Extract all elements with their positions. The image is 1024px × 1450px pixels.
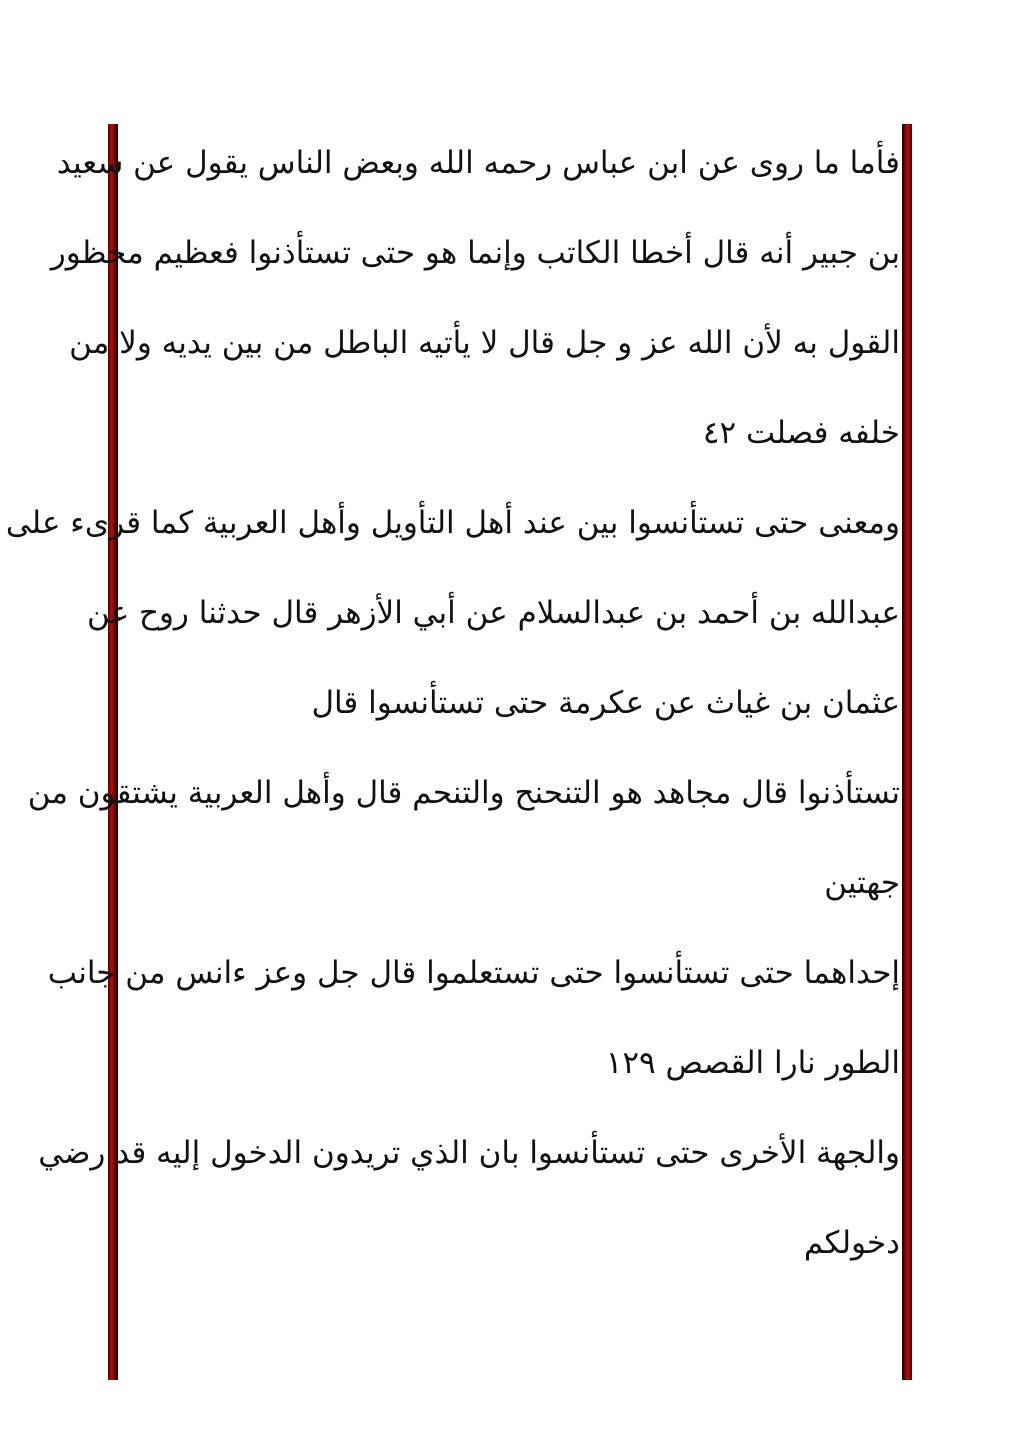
text-line-10: إحداهما حتى تستأنسوا حتى تستعلموا قال جل وعز ءانس من جانب xyxy=(47,955,900,991)
text-line-4: خلفه فصلت ٤٢ xyxy=(702,415,900,451)
text-line-2: بن جبير أنه قال أخطا الكاتب وإنما هو حتى تستأذنوا فعظيم محظور xyxy=(50,235,900,271)
page-text-body xyxy=(5,118,900,1288)
text-line-5: ومعنى حتى تستأنسوا بين عند أهل التأويل وأهل العربية كما قرىء على xyxy=(5,505,900,541)
text-line-12: والجهة الأخرى حتى تستأنسوا بان الذي تريدون الدخول إليه قد رضي xyxy=(38,1135,900,1171)
text-line-13: دخولكم xyxy=(803,1225,900,1261)
text-line-6: عبدالله بن أحمد بن عبدالسلام عن أبي الأزهر قال حدثنا روح عن xyxy=(87,595,900,631)
text-line-8: تستأذنوا قال مجاهد هو التنحنح والتنحم قال وأهل العربية يشتقون من xyxy=(27,775,900,811)
page-border-right xyxy=(904,124,912,1380)
text-line-11: الطور نارا القصص ١٢٩ xyxy=(605,1045,900,1081)
text-line-3: القول به لأن الله عز و جل قال لا يأتيه الباطل من بين يديه ولا من xyxy=(69,325,900,361)
text-line-1: فأما ما روى عن ابن عباس رحمه الله وبعض الناس يقول عن سعيد xyxy=(56,145,900,181)
text-line-7: عثمان بن غياث عن عكرمة حتى تستأنسوا قال xyxy=(311,685,900,721)
page-border-right-inner xyxy=(902,124,904,1380)
text-line-9: جهتين xyxy=(824,865,900,901)
